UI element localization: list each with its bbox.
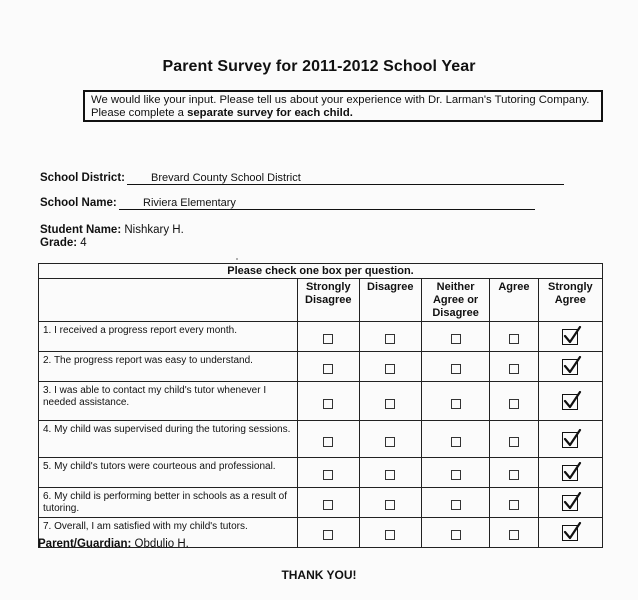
answer-cell xyxy=(490,421,538,458)
column-header: Neither Agree or Disagree xyxy=(421,279,489,322)
answer-cell xyxy=(538,382,602,421)
table-header-row xyxy=(39,279,603,322)
answer-cell xyxy=(490,458,538,488)
question-text: 5. My child's tutors were courteous and professional. xyxy=(39,458,298,488)
checkbox[interactable] xyxy=(323,399,333,409)
checkbox[interactable] xyxy=(385,437,395,447)
answer-cell xyxy=(490,382,538,421)
column-header: Agree xyxy=(490,279,538,322)
checked-box-icon[interactable] xyxy=(562,359,578,375)
intro-line-2-prefix: Please complete a xyxy=(91,107,188,119)
checkbox[interactable] xyxy=(323,364,333,374)
answer-cell xyxy=(359,518,421,548)
question-text: 3. I was able to contact my child's tutor whenever I needed assistance. xyxy=(39,382,298,421)
student-name-value[interactable]: Nishkary H. xyxy=(124,224,184,236)
checkbox[interactable] xyxy=(323,470,333,480)
checkbox[interactable] xyxy=(509,334,519,344)
answer-cell xyxy=(538,518,602,548)
answer-cell xyxy=(359,322,421,352)
answer-cell xyxy=(298,518,359,548)
intro-box xyxy=(83,90,603,122)
answer-cell xyxy=(490,518,538,548)
school-district-label: School District: xyxy=(40,172,125,184)
checkbox[interactable] xyxy=(385,530,395,540)
checkbox[interactable] xyxy=(385,470,395,480)
intro-line-2-bold: separate survey for each child. xyxy=(187,107,353,119)
question-text: 6. My child is performing better in schools as a result of tutoring. xyxy=(39,488,298,518)
answer-cell xyxy=(421,352,489,382)
answer-cell xyxy=(538,488,602,518)
answer-cell xyxy=(490,322,538,352)
checkbox[interactable] xyxy=(509,470,519,480)
school-name-value[interactable]: Riviera Elementary xyxy=(119,197,535,210)
answer-cell xyxy=(421,458,489,488)
checked-box-icon[interactable] xyxy=(562,465,578,481)
answer-cell xyxy=(298,488,359,518)
checkbox[interactable] xyxy=(451,500,461,510)
grade-value[interactable]: 4 xyxy=(80,237,87,249)
answer-cell xyxy=(359,352,421,382)
answer-cell xyxy=(490,352,538,382)
checkbox[interactable] xyxy=(509,500,519,510)
intro-line-2 xyxy=(91,107,595,120)
school-district-value[interactable]: Brevard County School District xyxy=(127,172,564,185)
school-district-field xyxy=(40,172,301,184)
checkbox[interactable] xyxy=(509,437,519,447)
checked-box-icon[interactable] xyxy=(562,432,578,448)
checkbox[interactable] xyxy=(385,334,395,344)
checked-box-icon[interactable] xyxy=(562,394,578,410)
answer-cell xyxy=(490,488,538,518)
answer-cell xyxy=(538,421,602,458)
column-header: Strongly Disagree xyxy=(298,279,359,322)
question-text: 1. I received a progress report every month. xyxy=(39,322,298,352)
table-banner: Please check one box per question. xyxy=(39,264,603,279)
scan-speck xyxy=(236,258,238,260)
intro-line-1: We would like your input. Please tell us about your experience with Dr. Larman's Tutoring Company. xyxy=(91,94,590,106)
checkmark-icon xyxy=(562,492,582,512)
checkbox[interactable] xyxy=(509,399,519,409)
checkbox[interactable] xyxy=(451,470,461,480)
checkmark-icon xyxy=(562,429,582,449)
answer-cell xyxy=(421,518,489,548)
checkbox[interactable] xyxy=(323,437,333,447)
answer-cell xyxy=(538,352,602,382)
question-text: 7. Overall, I am satisfied with my child's tutors. xyxy=(39,518,298,548)
checkbox[interactable] xyxy=(509,364,519,374)
grade-label: Grade: xyxy=(40,237,78,249)
column-header: Disagree xyxy=(359,279,421,322)
school-name-field xyxy=(40,197,236,209)
page-title: Parent Survey for 2011-2012 School Year xyxy=(162,58,476,75)
answer-cell xyxy=(538,458,602,488)
thank-you-text: THANK YOU! xyxy=(281,568,357,582)
student-name-field xyxy=(40,224,184,236)
checkbox[interactable] xyxy=(323,530,333,540)
grade-field xyxy=(40,237,87,249)
checkbox[interactable] xyxy=(323,334,333,344)
checked-box-icon[interactable] xyxy=(562,329,578,345)
checkbox[interactable] xyxy=(451,437,461,447)
answer-cell xyxy=(421,421,489,458)
guardian-value[interactable]: Obdulio H. xyxy=(134,538,189,550)
table-row xyxy=(39,458,603,488)
answer-cell xyxy=(359,421,421,458)
answer-cell xyxy=(421,488,489,518)
checkbox[interactable] xyxy=(451,530,461,540)
question-column-header xyxy=(39,279,298,322)
table-row xyxy=(39,382,603,421)
student-name-label: Student Name: xyxy=(40,224,122,236)
checkbox[interactable] xyxy=(323,500,333,510)
answer-cell xyxy=(298,322,359,352)
answer-cell xyxy=(298,458,359,488)
checkbox[interactable] xyxy=(385,500,395,510)
answer-cell xyxy=(359,382,421,421)
answer-cell xyxy=(298,382,359,421)
checkbox[interactable] xyxy=(451,399,461,409)
checkmark-icon xyxy=(562,391,582,411)
table-banner-row xyxy=(39,264,603,279)
table-row xyxy=(39,421,603,458)
table-row xyxy=(39,488,603,518)
checkbox[interactable] xyxy=(451,334,461,344)
checked-box-icon[interactable] xyxy=(562,525,578,541)
answer-cell xyxy=(359,458,421,488)
answer-cell xyxy=(421,322,489,352)
answer-cell xyxy=(359,488,421,518)
checkmark-icon xyxy=(562,462,582,482)
checkbox[interactable] xyxy=(385,399,395,409)
column-header: Strongly Agree xyxy=(538,279,602,322)
school-name-label: School Name: xyxy=(40,197,117,209)
guardian-label: Parent/Guardian: xyxy=(38,538,132,550)
checked-box-icon[interactable] xyxy=(562,495,578,511)
checkbox[interactable] xyxy=(509,530,519,540)
survey-table xyxy=(38,263,603,548)
checkmark-icon xyxy=(562,326,582,346)
checkmark-icon xyxy=(562,522,582,542)
checkbox[interactable] xyxy=(451,364,461,374)
answer-cell xyxy=(538,322,602,352)
table-row xyxy=(39,352,603,382)
answer-cell xyxy=(421,382,489,421)
guardian-field xyxy=(38,538,189,550)
question-text: 4. My child was supervised during the tutoring sessions. xyxy=(39,421,298,458)
answer-cell xyxy=(298,352,359,382)
checkbox[interactable] xyxy=(385,364,395,374)
checkmark-icon xyxy=(562,356,582,376)
question-text: 2. The progress report was easy to understand. xyxy=(39,352,298,382)
table-row xyxy=(39,322,603,352)
answer-cell xyxy=(298,421,359,458)
